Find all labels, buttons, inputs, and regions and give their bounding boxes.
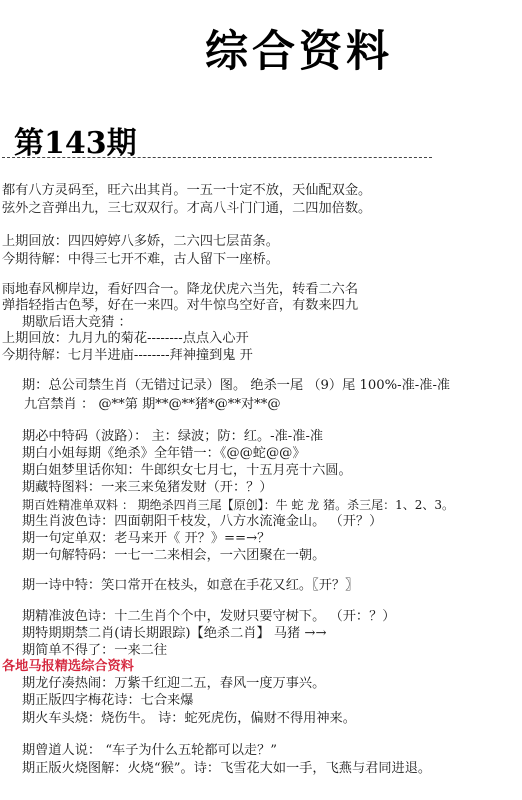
dashed-divider	[2, 157, 432, 158]
text-line: 今期待解：七月半进庙--------拜神撞到鬼 开	[2, 348, 253, 363]
text-line: 期：总公司禁生肖（无错过记录）图。 绝杀一尾 （9）尾 100%-准-准-准	[22, 378, 451, 393]
text-line: 期火车头烧：烧伤牛。 诗：蛇死虎伤，偏财不得用神来。	[22, 711, 356, 726]
page-title: 综合资料	[205, 27, 393, 77]
text-line: 期一句解特码：一七一二来相会，一六团聚在一朝。	[22, 548, 326, 563]
text-line: 雨地春风柳岸边，看好四合一。降龙伏虎六当先，转看二六名	[2, 282, 359, 297]
text-line: 期白小姐每期《绝杀》全年错一：《@@蛇@@》	[22, 446, 306, 461]
text-line: 期特期期禁二肖(请长期跟踪)【绝杀二肖】 马猪 →→	[22, 626, 327, 641]
text-line: 期歇后语大竞猜 ：	[22, 315, 132, 330]
text-line: 期正版火烧图解：火烧“猴”。诗：飞雪花大如一手，飞燕与君同进退。	[22, 761, 432, 776]
text-line: 期生肖波色诗：四面朝阳千枝发，八方水流淹金山。 （开？）	[22, 514, 383, 529]
text-line: 弦外之音弹出九，三七双双行。才高八斗门门通，二四加倍数。	[2, 201, 372, 216]
text-line: 期白姐梦里话你知：牛郎织女七月七，十五月亮十六圆。	[22, 463, 352, 478]
text-line: 都有八方灵码至，旺六出其肖。一五一十定不放，天仙配双金。	[2, 183, 372, 198]
text-line: 期龙仔凑热闹：万紫千红迎二五，春风一度万事兴。	[22, 676, 326, 691]
text-line: 上期回放：四四婷婷八多娇，二六四七层苗条。	[2, 234, 279, 249]
text-line: 期简单不得了：一来二往	[22, 643, 168, 658]
text-line: 九宫禁肖 ： @**第 期**@**猪*@**对**@	[24, 397, 281, 412]
section-heading: 各地马报精选综合资料	[2, 659, 134, 674]
text-line: 期一句定单双：老马来开《 开？》==→？	[22, 531, 271, 546]
text-line: 弹指轻指古色琴，好在一来四。对牛惊鸟空好音，有数来四九	[2, 298, 359, 313]
text-line: 今期待解：中得三七开不难，古人留下一座桥。	[2, 252, 279, 267]
text-line: 期正版四字梅花诗：七合来爆	[22, 693, 194, 708]
text-line: 期一诗中特：笑口常开在枝头，如意在手花又红。〖开？〗	[22, 578, 359, 593]
text-line: 期精准波色诗：十二生肖个个中，发财只要守树下。 （开：？）	[22, 609, 396, 624]
text-line: 期百姓精准单双料 ： 期绝杀四肖三尾【原创】：牛 蛇 龙 猪。杀三尾：1、2、3。	[22, 498, 454, 512]
text-line: 期藏特图料：一来三来兔猪发财（开：？）	[22, 480, 273, 495]
text-line: 上期回放：九月九的菊花--------点点入心开	[2, 331, 249, 346]
issue-number: 第143期	[14, 126, 137, 161]
text-line: 期必中特码（波路）： 主：绿波；防：红。-准-准-准	[22, 429, 324, 444]
text-line: 期曾道人说： “车子为什么五轮都可以走？”	[22, 743, 278, 758]
